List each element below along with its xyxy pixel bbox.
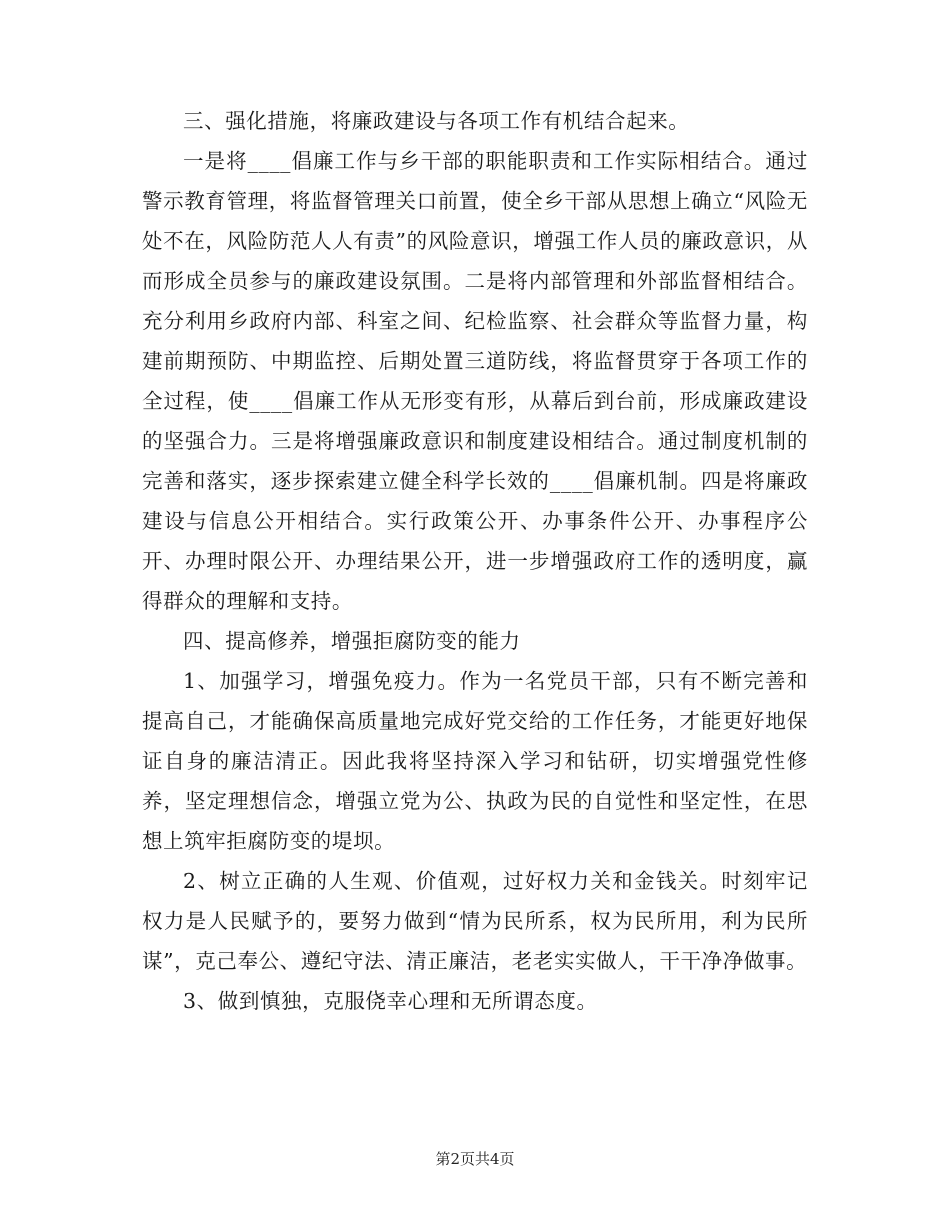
paragraph-item-2: 2、树立正确的人生观、价值观，过好权力关和金钱关。时刻牢记权力是人民赋予的，要努力做到“情为民所系，权为民所用，利为民所谋”，克己奉公、遵纪守法、清正廉洁，老老实实做人，干干净净做事。 — [142, 869, 808, 973]
section-heading-4: 四、提高修养，增强拒腐防变的能力 — [183, 629, 521, 653]
paragraph-item-3: 3、做到慎独，克服侥幸心理和无所谓态度。 — [183, 989, 598, 1013]
document-body — [142, 101, 808, 1021]
section-heading-3: 三、强化措施，将廉政建设与各项工作有机结合起来。 — [183, 109, 690, 133]
paragraph-item-1: 1、加强学习，增强免疫力。作为一名党员干部，只有不断完善和提高自己，才能确保高质量地完成好党交给的工作任务，才能更好地保证自身的廉洁清正。因此我将坚持深入学习和钻研，切实增强党性修养，坚定理想信念，增强立党为公、执政为民的自觉性和坚定性，在思想上筑牢拒腐防变的堤坝。 — [142, 669, 808, 853]
paragraph-measures: 一是将____倡廉工作与乡干部的职能职责和工作实际相结合。通过警示教育管理，将监督管理关口前置，使全乡干部从思想上确立“风险无处不在，风险防范人人有责”的风险意识，增强工作人员的廉政意识，从而形成全员参与的廉政建设氛围。二是将内部管理和外部监督相结合。充分利用乡政府内部、科室之间、纪检监察、社会群众等监督力量，构建前期预防、中期监控、后期处置三道防线，将监督贯穿于各项工作的全过程，使____倡廉工作从无形变有形，从幕后到台前，形成廉政建设的坚强合力。三是将增强廉政意识和制度建设相结合。通过制度机制的完善和落实，逐步探索建立健全科学长效的____倡廉机制。四是将廉政建设与信息公开相结合。实行政策公开、办事条件公开、办事程序公开、办理时限公开、办理结果公开，进一步增强政府工作的透明度，赢得群众的理解和支持。 — [142, 149, 808, 613]
page-number-footer: 第2页共4页 — [435, 1150, 515, 1168]
